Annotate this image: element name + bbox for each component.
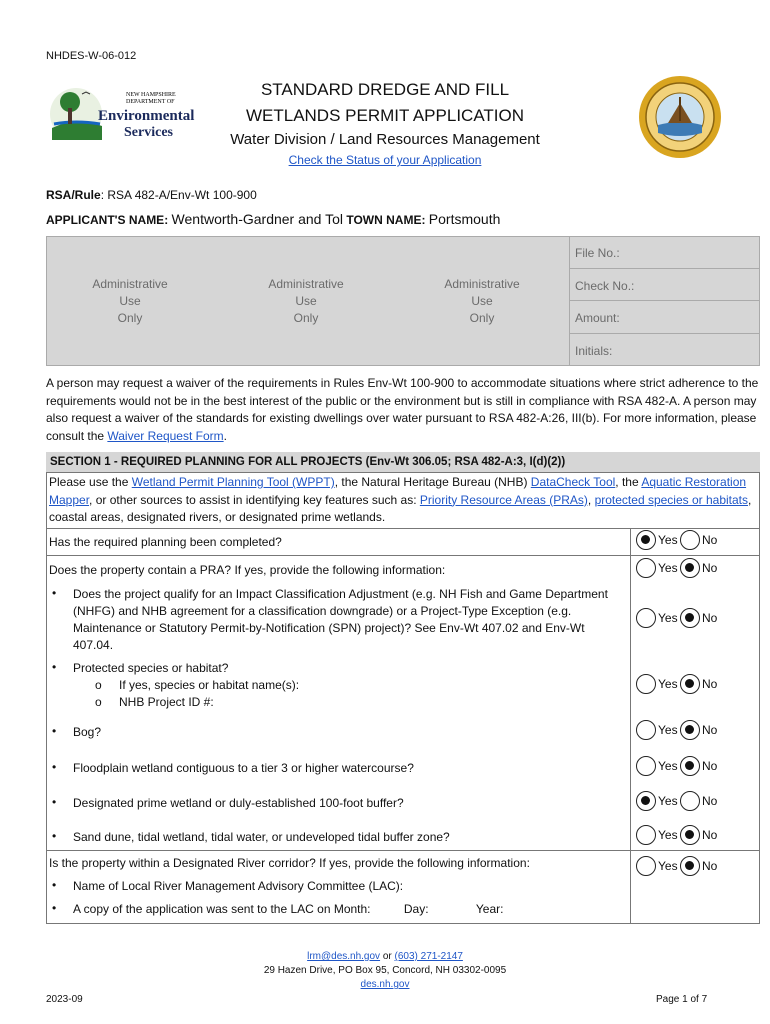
- applicant-label: APPLICANT'S NAME:: [46, 213, 169, 227]
- river-no-radio[interactable]: [680, 856, 700, 876]
- bullet-icon: •: [52, 878, 57, 892]
- bullet-icon: •: [52, 724, 57, 738]
- rsa-value: : RSA 482-A/Env-Wt 100-900: [100, 188, 257, 202]
- waiver-request-form-link[interactable]: Waiver Request Form: [107, 428, 224, 443]
- email-link[interactable]: lrm@des.nh.gov: [307, 951, 381, 962]
- page-number: Page 1 of 7: [656, 994, 708, 1005]
- nhdes-logo: [46, 80, 196, 146]
- floodplain-yes-radio[interactable]: [636, 756, 656, 776]
- bog-no-radio[interactable]: [680, 720, 700, 740]
- bullet-icon: •: [52, 795, 57, 809]
- svg-text:Environmental: Environmental: [98, 108, 195, 124]
- bullet-icon: •: [52, 760, 57, 774]
- dune-radio-group: Yes No: [636, 825, 760, 849]
- svg-text:DEPARTMENT OF: DEPARTMENT OF: [126, 99, 175, 105]
- item-floodplain: Floodplain wetland contiguous to a tier 3 or higher watercourse?: [73, 761, 414, 775]
- pra-yes-radio[interactable]: [636, 558, 656, 578]
- item-protected-species: Protected species or habitat? o If yes, species or habitat name(s): o NHB Project ID #:: [73, 660, 613, 711]
- admin-fields: [569, 236, 760, 366]
- revision-date: 2023-09: [46, 994, 83, 1005]
- question-pra: Does the property contain a PRA? If yes, provide the following information:: [49, 563, 446, 577]
- bog-radio-group: Yes No: [636, 720, 760, 744]
- bullet-icon: •: [52, 660, 57, 674]
- river-radio-group: Yes No: [636, 856, 760, 880]
- species-radio-group: Yes No: [636, 674, 760, 698]
- page-subtitle: Water Division / Land Resources Management: [230, 131, 540, 148]
- footer-contact: lrm@des.nh.gov or (603) 271-2147: [307, 951, 463, 962]
- rsa-rule: [46, 188, 257, 202]
- check-status-link[interactable]: Check the Status of your Application: [288, 153, 482, 167]
- floodplain-radio-group: Yes No: [636, 756, 760, 780]
- impact-no-radio[interactable]: [680, 608, 700, 628]
- item-lac-copy: A copy of the application was sent to the LAC on Month: Day: Year:: [73, 902, 504, 916]
- species-no-radio[interactable]: [680, 674, 700, 694]
- bullet-icon: •: [52, 829, 57, 843]
- species-yes-radio[interactable]: [636, 674, 656, 694]
- admin-use-col-1: Administrative Use Only: [92, 277, 168, 325]
- section1-heading: SECTION 1 - REQUIRED PLANNING FOR ALL PROJECTS (Env-Wt 306.05; RSA 482-A:3, I(d)(2)): [46, 452, 760, 473]
- bullet-icon: •: [52, 901, 57, 915]
- section1-intro: Please use the Wetland Permit Planning Tool (WPPT), the Natural Heritage Bureau (NHB) DataCheck Tool, the Aquatic Restoration Mapper, or other sources to assist in identifying key features such as: Priority Resource Areas (PRAs), protected species or habitats, coastal areas, designated rivers, or designated prime wetlands.: [49, 475, 752, 524]
- bog-yes-radio[interactable]: [636, 720, 656, 740]
- protected-species-link[interactable]: protected species or habitats: [594, 492, 748, 507]
- svg-text:NEW HAMPSHIRE: NEW HAMPSHIRE: [126, 92, 176, 98]
- state-seal-icon: [638, 75, 722, 159]
- dune-yes-radio[interactable]: [636, 825, 656, 845]
- svg-text:Services: Services: [124, 125, 173, 140]
- aquatic-mapper-link[interactable]: Aquatic Restoration Mapper: [49, 475, 747, 507]
- item-impact-classification: Does the project qualify for an Impact Classification Adjustment (e.g. NH Fish and Game Department (NHFG) and NHB agreement for a classification downgrade) or a Project-Type Exception (e.g. Maintenance or Statutory Permit-by-Notification (SPN) project)? See Env-Wt 407.02 and Env-Wt 407.04.: [73, 587, 608, 652]
- item-prime-wetland: Designated prime wetland or duly-established 100-foot buffer?: [73, 796, 404, 810]
- website-link[interactable]: des.nh.gov: [360, 979, 410, 990]
- datacheck-link[interactable]: DataCheck Tool: [530, 475, 616, 489]
- item-sand-dune: Sand dune, tidal wetland, tidal water, or undeveloped tidal buffer zone?: [73, 830, 450, 844]
- column-divider: [630, 528, 631, 924]
- row-divider: [46, 528, 760, 529]
- prime-no-radio[interactable]: [680, 791, 700, 811]
- town-label: TOWN NAME:: [346, 213, 426, 227]
- footer-address: 29 Hazen Drive, PO Box 95, Concord, NH 03302-0095: [263, 965, 507, 976]
- day-label: Day:: [403, 902, 429, 916]
- dune-no-radio[interactable]: [680, 825, 700, 845]
- phone-link[interactable]: (603) 271-2147: [394, 951, 463, 962]
- planning-no-radio[interactable]: [680, 530, 700, 550]
- town-name-field[interactable]: Portsmouth: [428, 211, 501, 227]
- row-divider: [46, 850, 760, 851]
- river-yes-radio[interactable]: [636, 856, 656, 876]
- item-lac-name: Name of Local River Management Advisory Committee (LAC):: [73, 879, 404, 893]
- page-title-line1: STANDARD DREDGE AND FILL: [260, 80, 510, 99]
- sub-species-name: o If yes, species or habitat name(s):: [95, 678, 300, 692]
- impact-radio-group: Yes No: [636, 608, 760, 632]
- prime-radio-group: Yes No: [636, 791, 760, 815]
- form-code: NHDES-W-06-012: [46, 50, 137, 62]
- prime-yes-radio[interactable]: [636, 791, 656, 811]
- admin-use-col-2: Administrative Use Only: [268, 277, 344, 325]
- pra-link[interactable]: Priority Resource Areas (PRAs): [419, 492, 588, 507]
- row-divider: [46, 555, 760, 556]
- check-no-field: Check No.:: [570, 269, 760, 302]
- page-title-line2: WETLANDS PERMIT APPLICATION: [245, 106, 525, 125]
- initials-field: Initials:: [575, 343, 613, 358]
- applicant-name-field[interactable]: Wentworth-Gardner and Tol: [171, 211, 343, 227]
- bullet-icon: •: [52, 586, 57, 600]
- impact-yes-radio[interactable]: [636, 608, 656, 628]
- wppt-link[interactable]: Wetland Permit Planning Tool (WPPT): [131, 475, 335, 489]
- admin-use-col-3: Administrative Use Only: [444, 277, 520, 325]
- year-label: Year:: [475, 902, 504, 916]
- waiver-paragraph: A person may request a waiver of the requirements in Rules Env-Wt 100-900 to accommodate situations where strict adherence to the requirements would not be in the best interest of the public or the environment but is still in compliance with RSA 482-A. A person may also request a waiver of the standards for existing dwellings over water pursuant to RSA 482-A:26, III(b). For more information, please consult the Waiver Request Form.: [46, 376, 759, 443]
- floodplain-no-radio[interactable]: [680, 756, 700, 776]
- amount-field: Amount:: [570, 301, 760, 334]
- rsa-label: RSA/Rule: [46, 188, 101, 202]
- question-river: Is the property within a Designated River corridor? If yes, provide the following information:: [49, 856, 530, 870]
- sub-nhb-id: o NHB Project ID #:: [95, 695, 214, 709]
- file-no-field: File No.:: [570, 236, 760, 269]
- pra-no-radio[interactable]: [680, 558, 700, 578]
- planning-yes-radio[interactable]: [636, 530, 656, 550]
- pra-radio-group: Yes No: [636, 558, 760, 582]
- question-planning: Has the required planning been completed?: [49, 535, 282, 549]
- item-bog: Bog?: [73, 725, 102, 739]
- planning-radio-group: Yes No: [636, 530, 760, 554]
- applicant-row: [46, 211, 500, 227]
